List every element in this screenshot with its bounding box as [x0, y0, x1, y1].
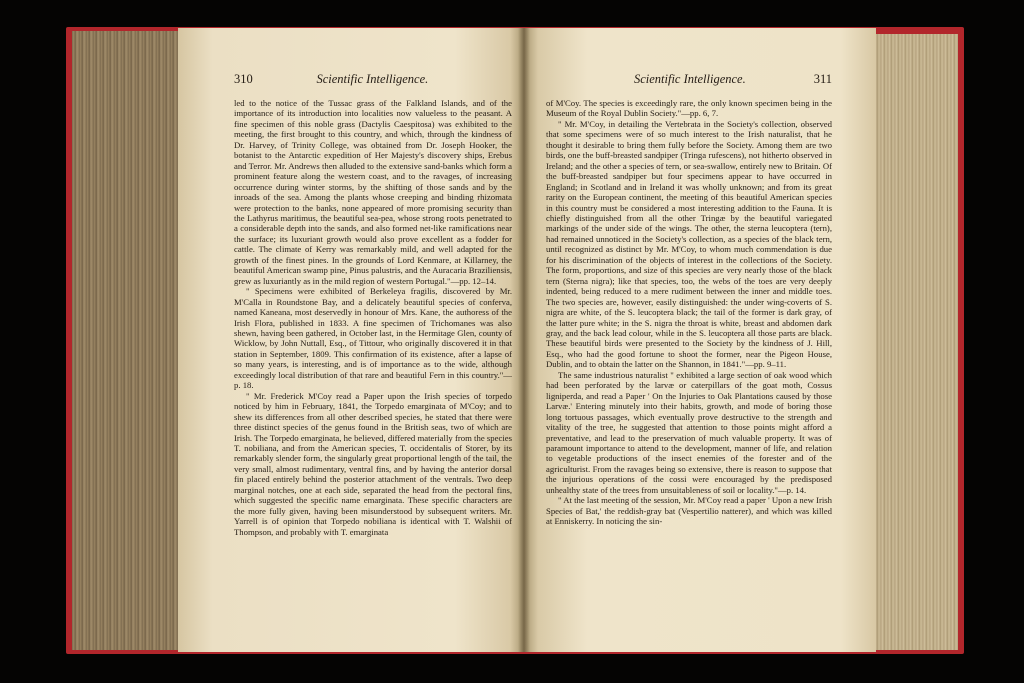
- left-running-title: Scientific Intelligence.: [316, 72, 429, 86]
- right-paragraph-1: of M'Coy. The species is exceedingly rare, the only known specimen being in the Museum of the Royal Dublin Society."—pp. 6, 7.: [546, 98, 832, 119]
- left-page: [178, 28, 524, 652]
- right-running-title: Scientific Intelligence.: [633, 72, 746, 86]
- left-page-number: 310: [234, 72, 253, 86]
- left-page-edges: [72, 31, 182, 650]
- right-body-text: [546, 98, 832, 527]
- right-paragraph-2: " Mr. M'Coy, in detailing the Vertebrata in the Society's collection, observed that some specimens were of so much interest to the Irish naturalist, that he thought it desirable to bring them fully before the Society. Among them are two birds, one the buff-breasted sandpiper (Tringa rufescens), not hitherto observed in Ireland; and the other a species of tern, or sea-swallow, entirely new to Britain. Of the buff-breasted sandpiper but four specimens appear to have occurred in England; in Scotland and in Ireland it was wholly unknown; and from its great rarity on the European continent, the meeting of this beautiful American species in this country must be considered a most interesting addition to the Fauna. It is chiefly distinguished from all the other Tringæ by the beautiful variegated markings of the under side of the wings. The other, the sterna leucoptera (tern), had remained unnoticed in the Society's collection, as a species of the black tern, until recognized as distinct by Mr. M'Coy, to whom much commendation is due for his discrimination of the objects of interest in the collections of the Society. The form, proportions, and size of this species are very nearly those of the black tern (Sterna nigra); like that species, too, the webs of the toes are very deeply indented, being reduced to a mere rudiment between the inner and middle toes. The two species are, however, easily distinguished: the under wing-coverts of S. nigra are white, of the S. leucoptera black; the tail of the former is dark gray, of the latter pure white; in the S. nigra the throat is white, breast and abdomen dark gray, and the back lead colour, while in the S. leucoptera all those parts are black. These beautiful birds were presented to the Society by the kindness of J. Hill, Esq., who had the good fortune to shoot the former, near the Pigeon House, Dublin, and to obtain the latter on the Shannon, in 1841."—pp. 9–11.: [546, 118, 832, 370]
- right-page-edges: [874, 34, 958, 650]
- right-page-number: 311: [813, 72, 832, 86]
- book-gutter: [518, 28, 530, 652]
- left-paragraph-1: led to the notice of the Tussac grass of the Falkland Islands, and of the importance of its introduction into localities now valueless to the peasant. A fine specimen of this noble grass (Dactylis Caespitosa) was exhibited to the meeting, the first brought to this country, and which, through the kindness of Dr. Harvey, of Trinity College, was obtained from Dr. Joseph Hooker, the botanist to the Antarctic expedition of Her Majesty's discovery ships, Erebus and Terror. Mr. Andrews then alluded to the extensive sand-banks which form a prominent feature along the western coast, and to the ravages, of increasing occurrence during winter storms, by the shifting of those sands and by the inroads of the sea. Among the plants whose creeping and binding rhizomata were protection to the banks, none appeared of more promising security than the Lathyrus maritimus, the beautiful sea-pea, whose strong roots penetrated to a considerable depth into the sands, and also formed net-like ramifications near the surface; its luxuriant growth would also prove excellent as a fodder for cattle. The climate of Kerry was remarkably mild, and well adapted for the growth of the finest pines. In the grounds of Lord Kenmare, at Killarney, the beautiful American swamp pine, Pinus palustris, and the Auracaria Braziliensis, grew as luxuriantly as in the mild region of western Portugal."—pp. 12–14.: [234, 98, 512, 286]
- right-paragraph-4: " At the last meeting of the session, Mr. M'Coy read a paper ' Upon a new Irish Species of Bat,' the reddish-gray bat (Vespertilio natterer), and which was killed at Enniskerry. In noticing the sin-: [546, 495, 832, 527]
- left-body-text: [234, 98, 512, 537]
- right-paragraph-3: The same industrious naturalist " exhibited a large section of oak wood which had been perforated by the larvæ or caterpillars of the goat moth, Cossus ligniperda, and read a Paper ' On the Injuries to Oak Plantations caused by those Larvæ.' Entering minutely into their habits, growth, and mode of boring those long tortuous passages, which eventually prove destructive to the strength and vitality of the tree, he suggested that attention to those points might afford a preventative, and lead to the preservation of much valuable property. It was of paramount importance to attend to the development, manner of life, and relation to vegetable productions of the insect enemies of the forester and of the agriculturist. From the ravages being so extensive, there is reason to suppose that the injurious operations of the cossi were encouraged by the predisposed unhealthy state of the trees from unsuitableness of soil or locality."—p. 14.: [546, 369, 832, 495]
- left-running-head: [234, 72, 512, 87]
- right-page: [524, 28, 876, 652]
- left-paragraph-3: " Mr. Frederick M'Coy read a Paper upon the Irish species of torpedo noticed by him in February, 1841, the Torpedo emarginata of M'Coy; and to shew its differences from all other described species, he stated that there were three distinct species of the genus found in the British seas, two of which are Irish. The Torpedo emarginata, he believed, differed materially from the species T. nobiliana, and from the American species, T. occidentalis of Storer, by its remarkably slender form, the singularly great proportional length of the tail, the very small, almost rudimentary, ventral fins, and by having the anterior dorsal fin placed entirely behind the posterior attachment of the ventrals. Two deep marginal notches, one at each side, separated the head from the pectoral fins, which suggested the specific name emarginata. These specific characters are the more fully given, having been misunderstood by subsequent writers. Mr. Yarrell is of opinion that Torpedo nobiliana is identical with T. Walshii of Thompson, and probably with T. emarginata: [234, 390, 512, 537]
- right-running-head: [546, 72, 832, 87]
- left-paragraph-2: " Specimens were exhibited of Berkeleya fragilis, discovered by Mr. M'Calla in Roundstone Bay, and a delicately beautiful species of conferva, named Kaneana, most deservedly in honour of Mrs. Kane, the authoress of the Irish Flora, published in 1833. A fine specimen of Trichomanes was also shewn, having been gathered, in October last, in the Hermitage Glen, county of Wicklow, by John Nuttall, Esq., of Tittour, who originally discovered it in that station in September, 1809. This confirmation of its existence, after a lapse of so many years, is interesting, and is of importance as to the wide, although exceedingly local distribution of that rare and beautiful Fern in this country."—p. 18.: [234, 286, 512, 391]
